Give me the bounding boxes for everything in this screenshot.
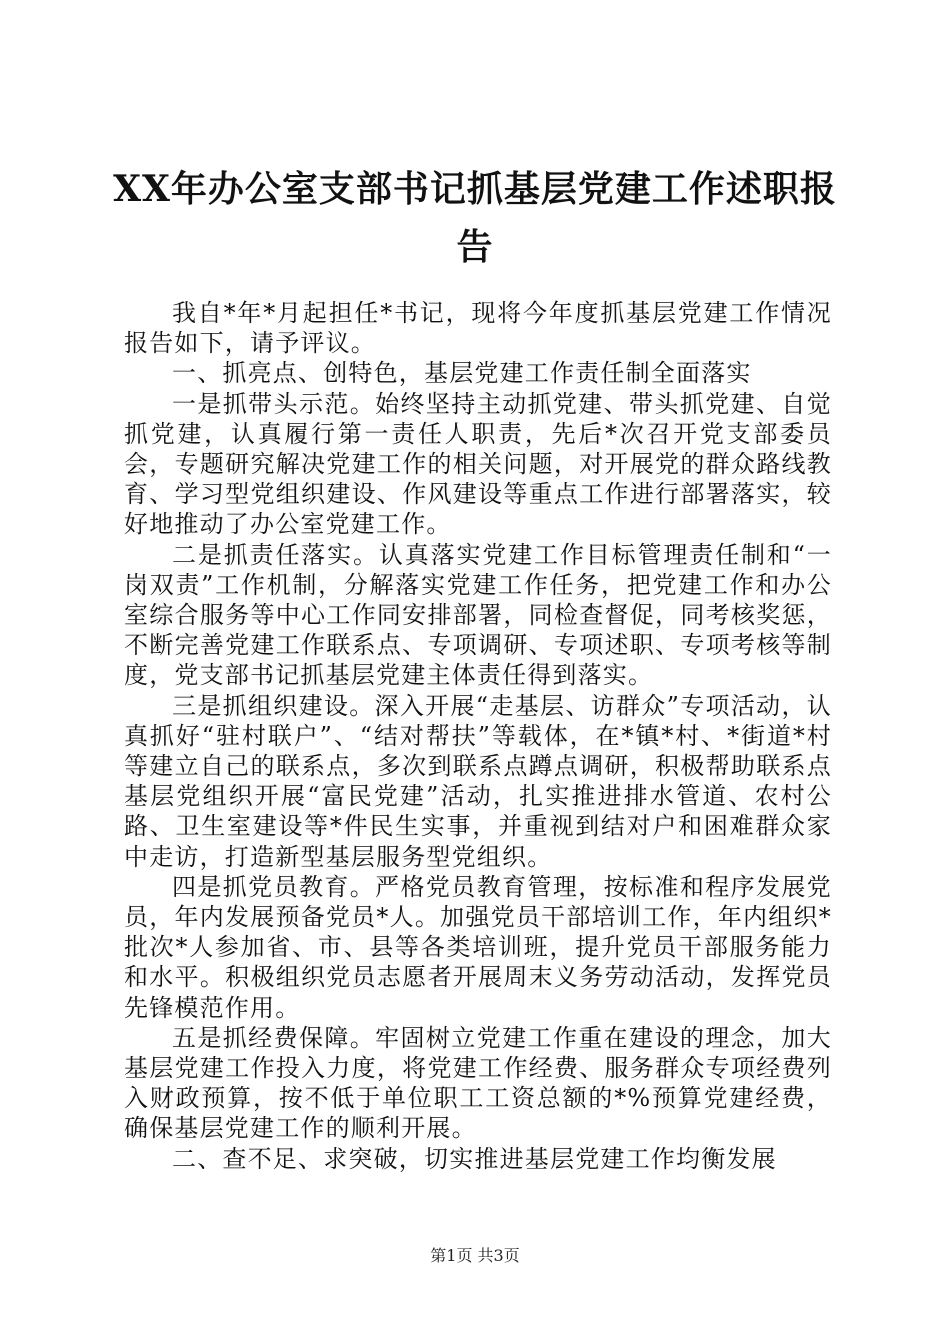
body-paragraph: 一是抓带头示范。始终坚持主动抓党建、带头抓党建、自觉抓党建，认真履行第一责任人职责，先后*次召开党支部委员会，专题研究解决党建工作的相关问题，对开展党的群众路线教育、学习型党组织建设、作风建设等重点工作进行部署落实，较好地推动了办公室党建工作。 xyxy=(124,389,832,539)
body-paragraph: 五是抓经费保障。牢固树立党建工作重在建设的理念，加大基层党建工作投入力度，将党建工作经费、服务群众专项经费列入财政预算，按不低于单位职工工资总额的*%预算党建经费，确保基层党建工作的顺利开展。 xyxy=(124,1023,832,1143)
body-paragraph: 三是抓组织建设。深入开展“走基层、访群众”专项活动，认真抓好“驻村联户”、“结对帮扶”等载体，在*镇*村、*街道*村等建立自己的联系点，多次到联系点蹲点调研，积极帮助联系点基层党组织开展“富民党建”活动，扎实推进排水管道、农村公路、卫生室建设等*件民生实事，并重视到结对户和困难群众家中走访，打造新型基层服务型党组织。 xyxy=(124,691,832,871)
document-title: XX年办公室支部书记抓基层党建工作述职报告 xyxy=(113,168,837,268)
page-number-footer: 第1页 共3页 xyxy=(430,1246,520,1265)
body-paragraph: 四是抓党员教育。严格党员教育管理，按标准和程序发展党员，年内发展预备党员*人。加强党员干部培训工作，年内组织*批次*人参加省、市、县等各类培训班，提升党员干部服务能力和水平。积极组织党员志愿者开展周末义务劳动活动，发挥党员先锋模范作用。 xyxy=(124,872,832,1022)
body-paragraph: 二是抓责任落实。认真落实党建工作目标管理责任制和“一岗双责”工作机制，分解落实党建工作任务，把党建工作和办公室综合服务等中心工作同安排部署，同检查督促，同考核奖惩，不断完善党建工作联系点、专项调研、专项述职、专项考核等制度，党支部书记抓基层党建主体责任得到落实。 xyxy=(124,540,832,690)
intro-paragraph: 我自*年*月起担任*书记，现将今年度抓基层党建工作情况报告如下，请予评议。 xyxy=(124,299,832,358)
section-heading-2: 二、查不足、求突破，切实推进基层党建工作均衡发展 xyxy=(172,1144,777,1173)
section-heading-1: 一、抓亮点、创特色，基层党建工作责任制全面落实 xyxy=(172,359,752,388)
document-body xyxy=(124,298,832,1174)
